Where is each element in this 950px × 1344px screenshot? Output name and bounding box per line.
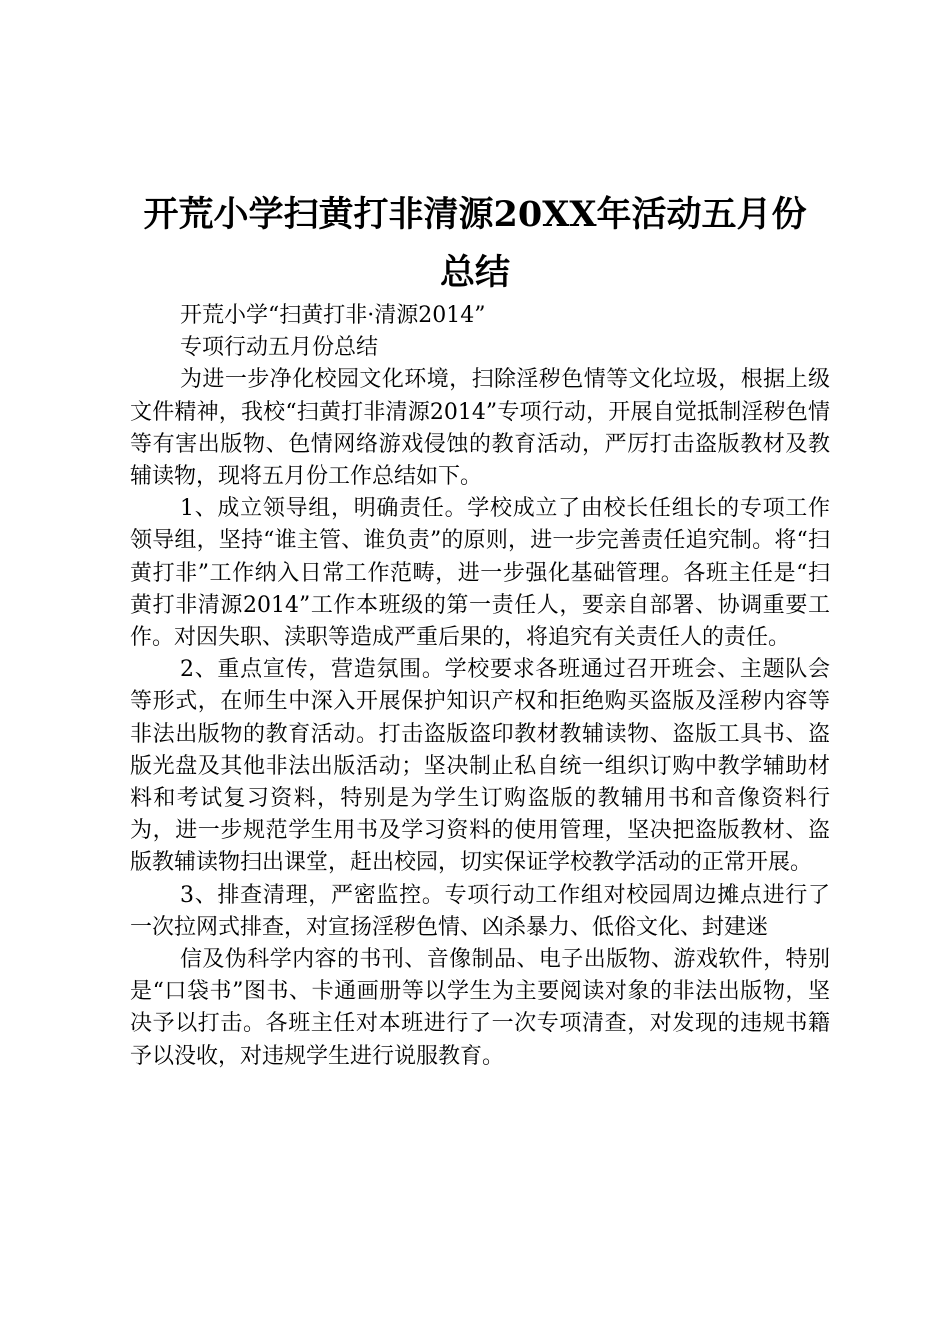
document-body <box>130 300 830 1073</box>
paragraph-intro: 为进一步净化校园文化环境，扫除淫秽色情等文化垃圾，根据上级文件精神，我校“扫黄打非清源2014”专项行动，开展自觉抵制淫秽色情等有害出版物、色情网络游戏侵蚀的教育活动，严厉打击盗版教材及教辅读物，现将五月份工作总结如下。 <box>130 367 830 490</box>
paragraph-section-1: 1、成立领导组，明确责任。学校成立了由校长任组长的专项工作领导组，坚持“谁主管、谁负责”的原则，进一步完善责任追究制。将“扫黄打非”工作纳入日常工作范畴，进一步强化基础管理。各班主任是“扫黄打非清源2014”工作本班级的第一责任人，要亲自部署、协调重要工作。对因失职、渎职等造成严重后果的，将追究有关责任人的责任。 <box>130 496 830 651</box>
document-title: 开荒小学扫黄打非清源20XX年活动五月份总结 <box>143 194 807 293</box>
paragraph-section-3-continued: 信及伪科学内容的书刊、音像制品、电子出版物、游戏软件，特别是“口袋书”图书、卡通画册等以学生为主要阅读对象的非法出版物，坚决予以打击。各班主任对本班进行了一次专项清查，对发现的违规书籍予以没收，对违规学生进行说服教育。 <box>130 947 830 1069</box>
subtitle-line-2: 专项行动五月份总结 <box>180 335 379 361</box>
paragraph-section-3: 3、排查清理，严密监控。专项行动工作组对校园周边摊点进行了一次拉网式排查，对宣扬淫秽色情、凶杀暴力、低俗文化、封建迷 <box>130 882 830 940</box>
paragraph-section-2: 2、重点宣传，营造氛围。学校要求各班通过召开班会、主题队会等形式，在师生中深入开展保护知识产权和拒绝购买盗版及淫秽内容等非法出版物的教育活动。打击盗版盗印教材教辅读物、盗版工具书、盗版光盘及其他非法出版活动；坚决制止私自统一组织订购中教学辅助材料和考试复习资料，特别是为学生订购盗版的教辅用书和音像资料行为，进一步规范学生用书及学习资料的使用管理，坚决把盗版教材、盗版教辅读物扫出课堂，赶出校园，切实保证学校教学活动的正常开展。 <box>130 657 830 876</box>
subtitle-line-1: 开荒小学“扫黄打非·清源2014” <box>180 303 486 328</box>
